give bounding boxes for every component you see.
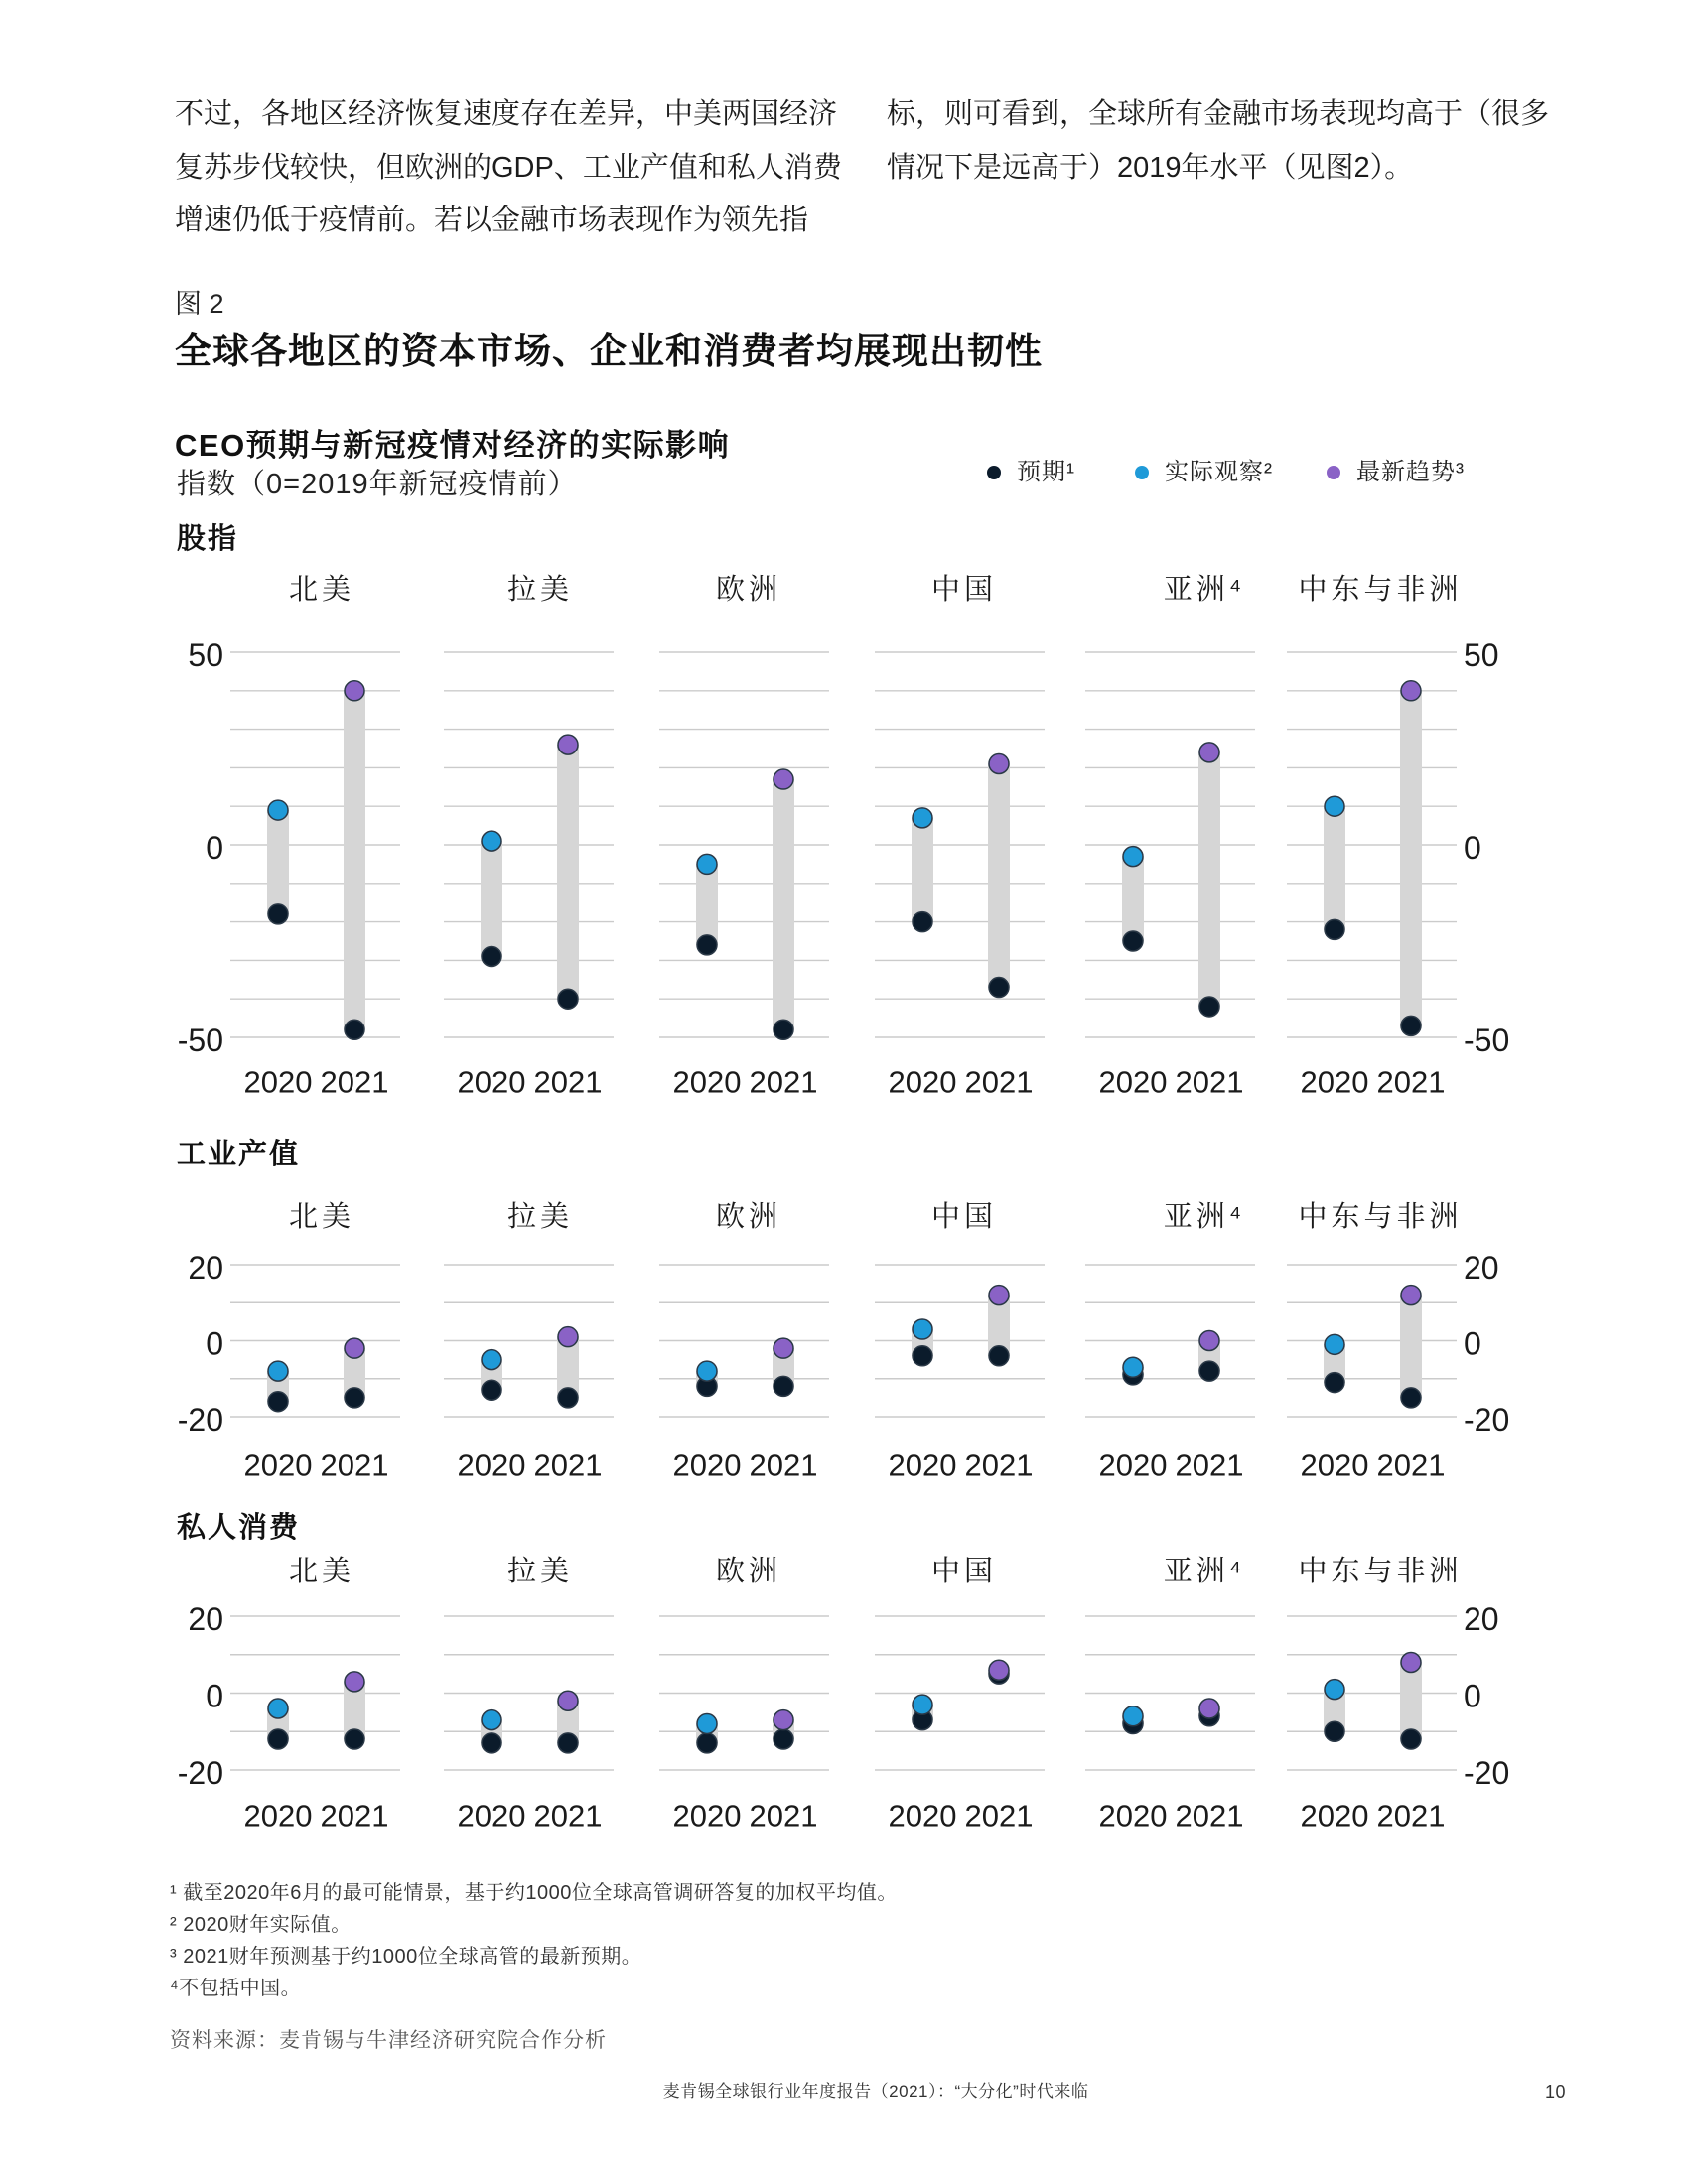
expected-dot [1401,1729,1421,1749]
year-label: 2021 [1175,1798,1244,1834]
expected-dot [1199,997,1219,1017]
page-number: 10 [1545,2082,1567,2102]
actual-dot [482,831,501,851]
y-tick-label-right: -20 [1464,1755,1510,1791]
latest-dot [345,681,364,701]
expected-dot [697,1733,717,1753]
region-label: 北美 [288,1556,355,1587]
region-label: 北美 [288,1201,355,1233]
year-label: 2020 [888,1064,957,1100]
year-label: 2021 [749,1798,818,1834]
latest-dot [1199,1331,1219,1351]
expected-dot [697,935,717,955]
expected-dot [1123,931,1143,951]
actual-dot [268,800,288,820]
region-label: 亚洲⁴ [1163,1556,1246,1587]
actual-dot [697,1714,717,1734]
legend-dot-actual [1135,466,1149,479]
year-label: 2021 [320,1447,389,1483]
legend-label-expected: 预期¹ [1017,459,1075,485]
region-label: 中东与非洲 [1298,1556,1463,1587]
y-tick-label-right: 0 [1464,1678,1481,1714]
year-label: 2020 [1098,1064,1168,1100]
body-text-line: 不过，各地区经济恢复速度存在差异，中美两国经济 [175,98,838,130]
legend-dot-expected [987,466,1001,479]
y-tick-label-right: 0 [1464,1325,1481,1362]
footnote: ³ 2021财年预测基于约1000位全球高管的最新预期。 [170,1946,642,1968]
latest-dot [774,1710,793,1730]
year-label: 2021 [964,1447,1034,1483]
region-label: 欧洲 [715,574,782,606]
range-bar [1122,857,1144,941]
latest-dot [989,754,1009,774]
range-bar [1198,752,1220,1007]
range-bar [557,745,579,999]
range-bar [481,841,502,956]
region-label: 拉美 [506,1556,574,1587]
latest-dot [989,1660,1009,1680]
year-label: 2021 [964,1064,1034,1100]
expected-dot [268,904,288,924]
y-tick-label-left: -50 [177,1023,223,1058]
expected-dot [558,1733,578,1753]
actual-dot [1123,847,1143,867]
year-label: 2020 [1300,1798,1369,1834]
year-label: 2021 [749,1447,818,1483]
chart-subtitle: 指数（0=2019年新冠疫情前） [177,469,578,500]
year-label: 2020 [457,1447,526,1483]
year-label: 2020 [243,1447,313,1483]
expected-dot [558,989,578,1009]
y-tick-label-right: -20 [1464,1402,1510,1437]
range-bar [1400,691,1422,1026]
y-tick-label-right: -50 [1464,1023,1510,1058]
expected-dot [345,1020,364,1039]
actual-dot [268,1361,288,1381]
year-label: 2021 [320,1798,389,1834]
legend-item-actual [1135,459,1273,486]
year-label: 2020 [243,1064,313,1100]
footnote: ⁴不包括中国。 [170,1978,302,1999]
actual-dot [913,808,932,828]
y-tick-label-left: -20 [177,1755,223,1791]
actual-dot [268,1699,288,1718]
y-tick-label-left: 50 [188,637,223,673]
year-label: 2020 [1098,1447,1168,1483]
year-label: 2021 [1175,1447,1244,1483]
region-label: 欧洲 [715,1201,782,1233]
year-label: 2021 [1376,1447,1446,1483]
region-label: 中东与非洲 [1298,1201,1463,1233]
year-label: 2021 [964,1798,1034,1834]
expected-dot [1325,1373,1344,1393]
range-bar [912,818,933,922]
expected-dot [268,1729,288,1749]
latest-dot [1401,1286,1421,1305]
chart-title: CEO预期与新冠疫情对经济的实际影响 [175,428,731,463]
legend-item-latest [1327,459,1465,486]
region-label: 亚洲⁴ [1163,1201,1246,1233]
expected-dot [989,978,1009,998]
legend-label-latest: 最新趋势³ [1356,459,1465,485]
y-tick-label-right: 0 [1464,830,1481,866]
actual-dot [1123,1706,1143,1726]
region-label: 中国 [930,1201,998,1233]
year-label: 2021 [320,1064,389,1100]
legend-item-expected [987,459,1075,486]
section-label-industrial-output: 工业产值 [177,1139,301,1170]
expected-dot [1401,1016,1421,1035]
latest-dot [1199,1699,1219,1718]
expected-dot [558,1388,578,1408]
latest-dot [1401,681,1421,701]
expected-dot [913,1346,932,1366]
expected-dot [345,1388,364,1408]
year-label: 2021 [533,1798,603,1834]
expected-dot [482,1733,501,1753]
actual-dot [913,1319,932,1339]
actual-dot [482,1710,501,1730]
y-tick-label-left: 0 [206,1325,223,1362]
expected-dot [989,1346,1009,1366]
region-label: 亚洲⁴ [1163,574,1246,606]
footnote: ² 2020财年实际值。 [170,1914,352,1936]
region-label: 拉美 [506,1201,574,1233]
source-note: 资料来源：麦肯锡与牛津经济研究院合作分析 [170,2029,607,2052]
region-label: 拉美 [506,574,574,606]
latest-dot [558,1691,578,1710]
expected-dot [1199,1361,1219,1381]
range-bar [988,764,1010,988]
section-label-private-consumption: 私人消费 [177,1512,301,1544]
expected-dot [774,1020,793,1039]
footer-title: 麦肯锡全球银行业年度报告（2021）：“大分化”时代来临 [662,2082,1089,2101]
expected-dot [1401,1388,1421,1408]
actual-dot [1325,796,1344,816]
expected-dot [774,1729,793,1749]
body-text-line: 情况下是远高于）2019年水平（见图2）。 [887,152,1414,184]
year-label: 2020 [1300,1064,1369,1100]
y-tick-label-left: 0 [206,830,223,866]
year-label: 2020 [672,1447,742,1483]
year-label: 2021 [1376,1064,1446,1100]
latest-dot [558,1327,578,1347]
year-label: 2020 [457,1064,526,1100]
expected-dot [774,1376,793,1396]
y-tick-label-left: 20 [188,1601,223,1637]
year-label: 2020 [672,1064,742,1100]
latest-dot [345,1338,364,1358]
region-label: 北美 [288,574,355,606]
y-tick-label-right: 20 [1464,1601,1499,1637]
range-bar [1324,806,1345,929]
year-label: 2020 [1098,1798,1168,1834]
expected-dot [345,1729,364,1749]
year-label: 2020 [457,1798,526,1834]
y-tick-label-left: 20 [188,1250,223,1286]
range-bar [1400,1296,1422,1398]
year-label: 2021 [533,1064,603,1100]
year-label: 2021 [749,1064,818,1100]
latest-dot [1401,1653,1421,1673]
range-bar [696,864,718,944]
latest-dot [558,735,578,754]
year-label: 2020 [243,1798,313,1834]
y-tick-label-left: 0 [206,1678,223,1714]
actual-dot [1123,1357,1143,1377]
y-tick-label-right: 20 [1464,1250,1499,1286]
figure-title: 全球各地区的资本市场、企业和消费者均展现出韧性 [175,331,1043,371]
year-label: 2020 [888,1798,957,1834]
section-label-stock-index: 股指 [177,523,239,555]
latest-dot [774,769,793,789]
y-tick-label-right: 50 [1464,637,1499,673]
expected-dot [482,1380,501,1400]
latest-dot [1199,743,1219,762]
figure-label: 图 2 [175,289,224,319]
range-bar [267,810,289,914]
year-label: 2020 [888,1447,957,1483]
expected-dot [482,947,501,967]
body-text-line: 复苏步伐较快，但欧洲的GDP、工业产值和私人消费 [175,152,842,184]
actual-dot [697,854,717,874]
body-text-line: 标，则可看到，全球所有金融市场表现均高于（很多 [887,98,1550,130]
footnote: ¹ 截至2020年6月的最可能情景，基于约1000位全球高管调研答复的加权平均值。 [170,1882,898,1904]
expected-dot [268,1392,288,1412]
year-label: 2021 [1175,1064,1244,1100]
region-label: 中国 [930,574,998,606]
latest-dot [345,1672,364,1692]
year-label: 2021 [1376,1798,1446,1834]
actual-dot [482,1350,501,1370]
region-label: 欧洲 [715,1556,782,1587]
range-bar [344,691,365,1029]
legend-label-actual: 实际观察² [1165,459,1273,485]
year-label: 2020 [1300,1447,1369,1483]
actual-dot [1325,1334,1344,1354]
expected-dot [1325,919,1344,939]
actual-dot [697,1361,717,1381]
region-label: 中国 [930,1556,998,1587]
latest-dot [774,1338,793,1358]
expected-dot [913,912,932,932]
year-label: 2021 [533,1447,603,1483]
actual-dot [1325,1680,1344,1700]
year-label: 2020 [672,1798,742,1834]
region-label: 中东与非洲 [1298,574,1463,606]
range-bar [1400,1663,1422,1740]
expected-dot [1325,1721,1344,1741]
latest-dot [989,1286,1009,1305]
actual-dot [913,1695,932,1714]
range-bar [773,779,794,1029]
y-tick-label-left: -20 [177,1402,223,1437]
legend-dot-latest [1327,466,1340,479]
body-text-line: 增速仍低于疫情前。若以金融市场表现作为领先指 [175,205,809,236]
